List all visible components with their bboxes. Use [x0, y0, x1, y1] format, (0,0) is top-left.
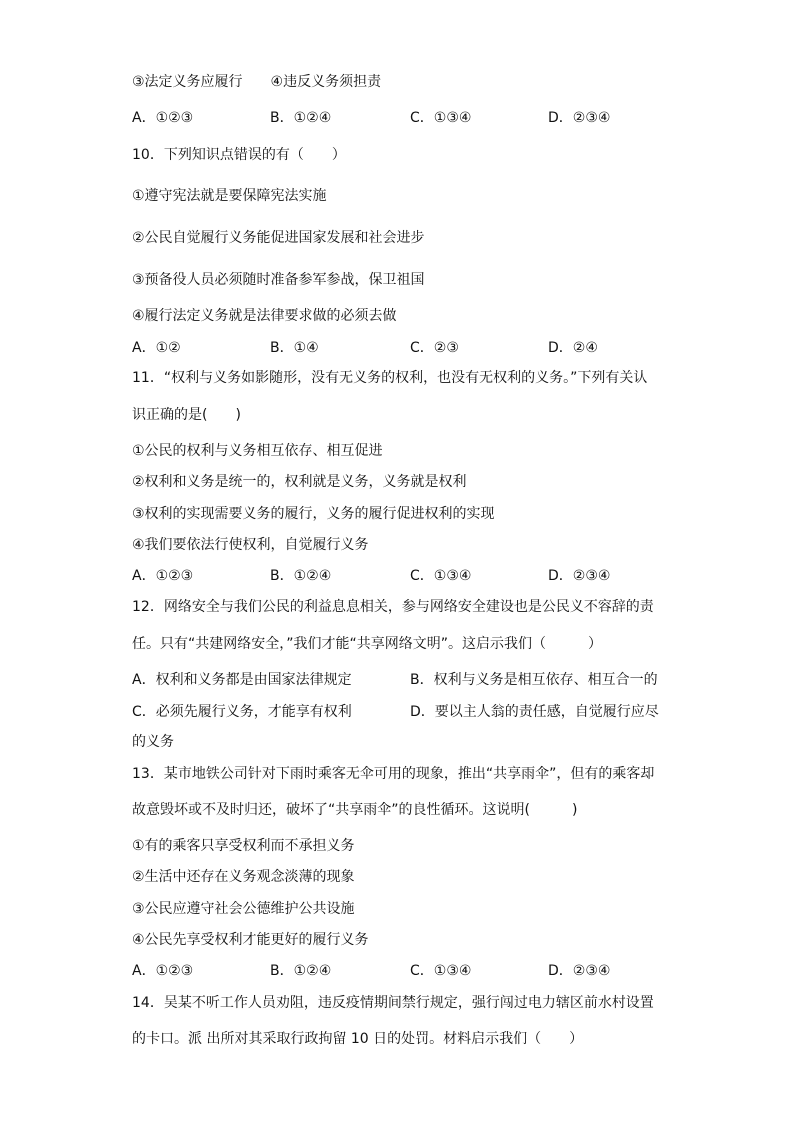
option-b: B．①②④ [270, 963, 332, 979]
option-c: C．①③④ [410, 568, 472, 584]
option-a: A．①② [132, 340, 181, 356]
option-b: B．①②④ [270, 110, 332, 126]
option-d: D．②③④ [548, 110, 611, 126]
option-c: C．②③ [410, 340, 459, 356]
statement-line: ③公民应遵守社会公德维护公共设施 [132, 901, 355, 917]
question-12-continued: 任。只有“共建网络安全，”我们才能“共享网络文明”。这启示我们（ ） [132, 636, 603, 652]
statement-line: ①公民的权利与义务相互依存、相互促进 [132, 443, 383, 459]
option-b: B．权利与义务是相互依存、相互合一的 [410, 672, 658, 688]
option-a: A．①②③ [132, 963, 194, 979]
statement-line: ②权利和义务是统一的，权利就是义务，义务就是权利 [132, 474, 467, 490]
option-a: A．权利和义务都是由国家法律规定 [132, 672, 352, 688]
option-b: B．①④ [270, 340, 319, 356]
statement-line: ④我们要依法行使权利，自觉履行义务 [132, 537, 369, 553]
option-d: D．②④ [548, 340, 598, 356]
question-11: 11．“权利与义务如影随形，没有无义务的权利，也没有无权利的义务。”下列有关认 [132, 370, 648, 386]
question-12: 12．网络安全与我们公民的利益息息相关，参与网络安全建设也是公民义不容辞的责 [132, 599, 654, 615]
statement-line: ④履行法定义务就是法律要求做的必须去做 [132, 308, 397, 324]
option-d: D．②③④ [548, 568, 611, 584]
statement-line: ③权利的实现需要义务的履行，义务的履行促进权利的实现 [132, 506, 495, 522]
option-c: C．①③④ [410, 963, 472, 979]
question-11-continued: 识正确的是( ) [132, 407, 241, 423]
statement-line: ②生活中还存在义务观念淡薄的现象 [132, 869, 355, 885]
option-a: A．①②③ [132, 110, 194, 126]
statement-line: ③预备役人员必须随时准备参军参战，保卫祖国 [132, 272, 425, 288]
text-line: ③法定义务应履行 ④违反义务须担责 [132, 74, 382, 90]
question-10: 10．下列知识点错误的有（ ） [132, 147, 346, 163]
question-14: 14．吴某不听工作人员劝阻，违反疫情期间禁行规定，强行闯过电力辖区前水村设置 [132, 995, 654, 1011]
option-b: B．①②④ [270, 568, 332, 584]
option-c: C．①③④ [410, 110, 472, 126]
option-d: D．②③④ [548, 963, 611, 979]
question-14-continued: 的卡口。派 出所对其采取行政拘留 10 日的处罚。材料启示我们（ ） [132, 1031, 584, 1047]
option-d-continued: 的义务 [132, 734, 174, 750]
option-a: A．①②③ [132, 568, 194, 584]
statement-line: ④公民先享受权利才能更好的履行义务 [132, 932, 369, 948]
option-d: D．要以主人翁的责任感，自觉履行应尽 [410, 704, 659, 720]
question-13: 13．某市地铁公司针对下雨时乘客无伞可用的现象，推出“共享雨伞”，但有的乘客却 [132, 766, 655, 782]
statement-line: ①有的乘客只享受权利而不承担义务 [132, 838, 355, 854]
statement-line: ②公民自觉履行义务能促进国家发展和社会进步 [132, 230, 425, 246]
statement-line: ①遵守宪法就是要保障宪法实施 [132, 188, 327, 204]
option-c: C．必须先履行义务，才能享有权利 [132, 704, 352, 720]
question-13-continued: 故意毁坏或不及时归还，破坏了“共享雨伞”的良性循环。这说明( ) [132, 802, 578, 818]
